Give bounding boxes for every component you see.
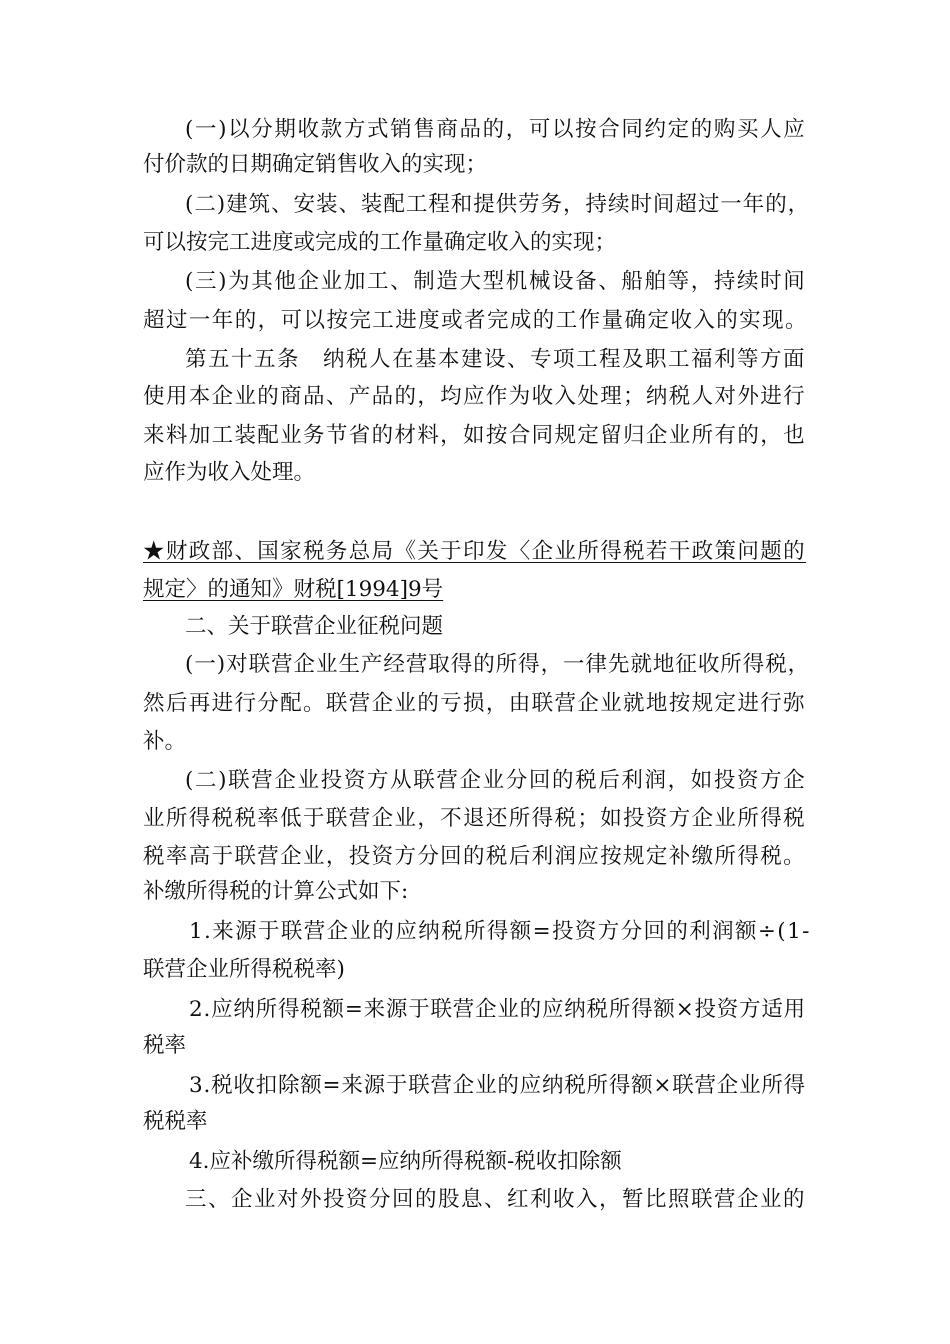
article-heading-line: 第五十五条 纳税人在基本建设、专项工程及职工福利等方面 bbox=[185, 347, 807, 372]
formula-line: 联营企业所得税税率) bbox=[143, 957, 345, 982]
formula-line: 4.应补缴所得税额=应纳所得税额-税收扣除额 bbox=[189, 1149, 622, 1174]
text-line: 补。 bbox=[143, 729, 187, 754]
text-line: 业所得税税率低于联营企业，不退还所得税；如投资方企业所得税 bbox=[143, 806, 806, 831]
text-line: 然后再进行分配。联营企业的亏损，由联营企业就地按规定进行弥 bbox=[143, 691, 806, 716]
source-citation-line: 规定〉的通知》财税[1994]9号 bbox=[143, 577, 444, 602]
text-line: 税率高于联营企业，投资方分回的税后利润应按规定补缴所得税。 bbox=[143, 844, 806, 869]
text-line: 超过一年的，可以按完工进度或者完成的工作量确定收入的实现。 bbox=[143, 308, 808, 333]
formula-line: 3.税收扣除额=来源于联营企业的应纳税所得额×联营企业所得 bbox=[189, 1073, 806, 1098]
formula-line: 税率 bbox=[143, 1033, 187, 1058]
text-line: (一)以分期收款方式销售商品的，可以按合同约定的购买人应 bbox=[185, 117, 807, 142]
text-line: 使用本企业的商品、产品的，均应作为收入处理；纳税人对外进行 bbox=[143, 384, 806, 409]
section-heading-line: 二、关于联营企业征税问题 bbox=[185, 614, 444, 639]
source-citation-line: ★财政部、国家税务总局《关于印发〈企业所得税若干政策问题的 bbox=[143, 539, 806, 564]
section-heading-line: 三、企业对外投资分回的股息、红利收入，暂比照联营企业的 bbox=[185, 1187, 807, 1212]
formula-line: 1.来源于联营企业的应纳税所得额=投资方分回的利润额÷(1- bbox=[189, 919, 811, 944]
text-line: (三)为其他企业加工、制造大型机械设备、船舶等，持续时间 bbox=[185, 269, 807, 294]
text-line: 付价款的日期确定销售收入的实现； bbox=[143, 152, 488, 177]
text-line: (二)建筑、安装、装配工程和提供劳务，持续时间超过一年的， bbox=[185, 192, 811, 217]
text-line: 应作为收入处理。 bbox=[143, 460, 316, 485]
text-line: (一)对联营企业生产经营取得的所得，一律先就地征收所得税， bbox=[185, 652, 811, 677]
text-line: (二)联营企业投资方从联营企业分回的税后利润，如投资方企 bbox=[185, 768, 807, 793]
text-line: 补缴所得税的计算公式如下: bbox=[143, 879, 409, 904]
formula-line: 2.应纳所得税额=来源于联营企业的应纳税所得额×投资方适用 bbox=[189, 997, 806, 1022]
text-line: 来料加工装配业务节省的材料，如按合同规定留归企业所有的，也 bbox=[143, 423, 806, 448]
formula-line: 税税率 bbox=[143, 1109, 208, 1134]
text-line: 可以按完工进度或完成的工作量确定收入的实现； bbox=[143, 230, 617, 255]
